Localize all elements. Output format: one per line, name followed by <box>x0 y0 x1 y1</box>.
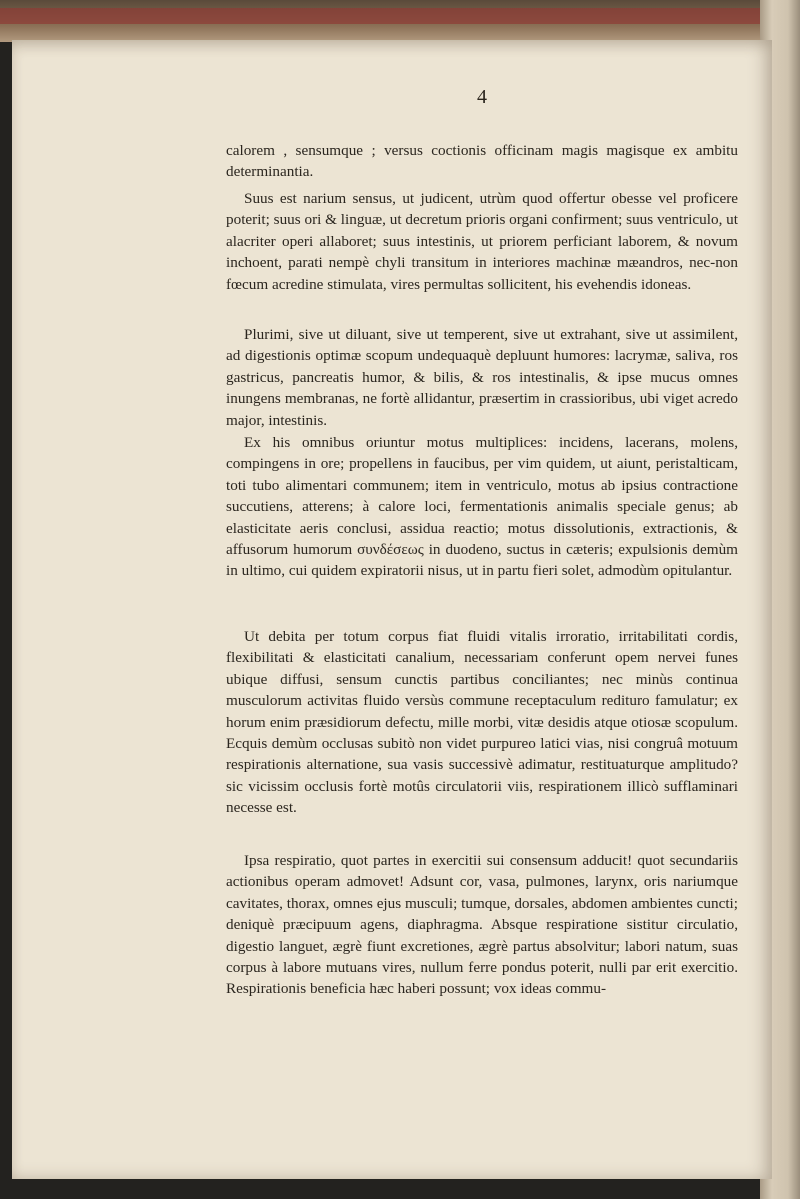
book-cover-edge <box>0 8 760 24</box>
paragraph-6: Ipsa respiratio, quot partes in exercitii sui consensum adducit! quot secundariis actionibus operam admovet! Adsunt cor, vasa, pulmones, larynx, oris nariumque cavitates, thorax, omnes ejus musculi; tumque, dorsales, abdomen ambientes cuncti; deniquè præcipuum agens, diaphragma. Absque respiratione sistitur circulatio, digestio languet, ægrè fiunt excretiones, ægrè partus absolvitur; labori natum, suas corpus à labore mutuans vires, nullum ferre pondus poterit, nulli par erit exercitio. Respirationis beneficia hæc haberi possunt; vox ideas commu- <box>226 852 738 998</box>
paragraph-2: Suus est narium sensus, ut judicent, utrùm quod offertur obesse vel proficere poterit; suus ori & linguæ, ut decretum prioris organi confirment; suus ventriculo, ut alacriter operi allaboret; suus intestinis, ut priorem perficiant laborem, & novum inchoent, parati nempè chyli transitum in interiores machinæ mæandros, nec-non fœcum acredine stimulata, vires permultas sollicitent, his evehendis idoneas. <box>226 190 738 293</box>
paragraph-3: Plurimi, sive ut diluant, sive ut temperent, sive ut extrahant, sive ut assimilent, ad digestionis optimæ scopum undequaquè depluunt humores: lacrymæ, saliva, ros gastricus, pancreatis humor, & bilis, & ros intestinalis, & ipse mucus omnes inungens membranas, ne fortè allidantur, præsertim in crassioribus, ubi viget acredo major, intestinis. <box>226 326 738 429</box>
paragraph-5: Ut debita per totum corpus fiat fluidi vitalis irroratio, irritabilitati cordis, flexibilitati & elasticitati canalium, necessariam conferunt opem nervei funes ubique diffusi, sensum cunctis partibus conciliantes; nec minùs continua musculorum activitas fluido versùs commune receptaculum redituro famulatur; ex horum enim præsidiorum defectu, mille morbi, vitæ desidis atque otiosæ scopulum. Ecquis demùm occlusas subitò non videt purpureo latici vias, nisi congruâ motuum respirationis alternatione, sua vasis successivè adimatur, restituaturque amplitudo? sic vicissim occlusis fortè motûs circulatorii viis, respirationem illicò sufflaminari necesse est. <box>226 628 738 817</box>
page-number: 4 <box>477 86 487 108</box>
paragraph-1: calorem , sensumque ; versus coctionis officinam magis magisque ex ambitu determinantia. <box>226 142 738 181</box>
paragraph-4: Ex his omnibus oriuntur motus multiplices: incidens, lacerans, molens, compingens in ore; propellens in faucibus, per vim quidem, ut aiunt, peristalticam, toti tubo alimentari communem; item in ventriculo, motus ab ipsius contractione succutiens, atterens; à calore loci, fermentationis animalis speciale genus; ab elasticitate aeris conclusi, assidua reactio; motus dissolutionis, extractionis, & affusorum humorum συνδέσεως in duodeno, suctus in cæteris; expulsionis demùm in ultimo, cui quidem expiratorii nisus, ut in partu fieri solet, admodùm opitulantur. <box>226 434 738 580</box>
